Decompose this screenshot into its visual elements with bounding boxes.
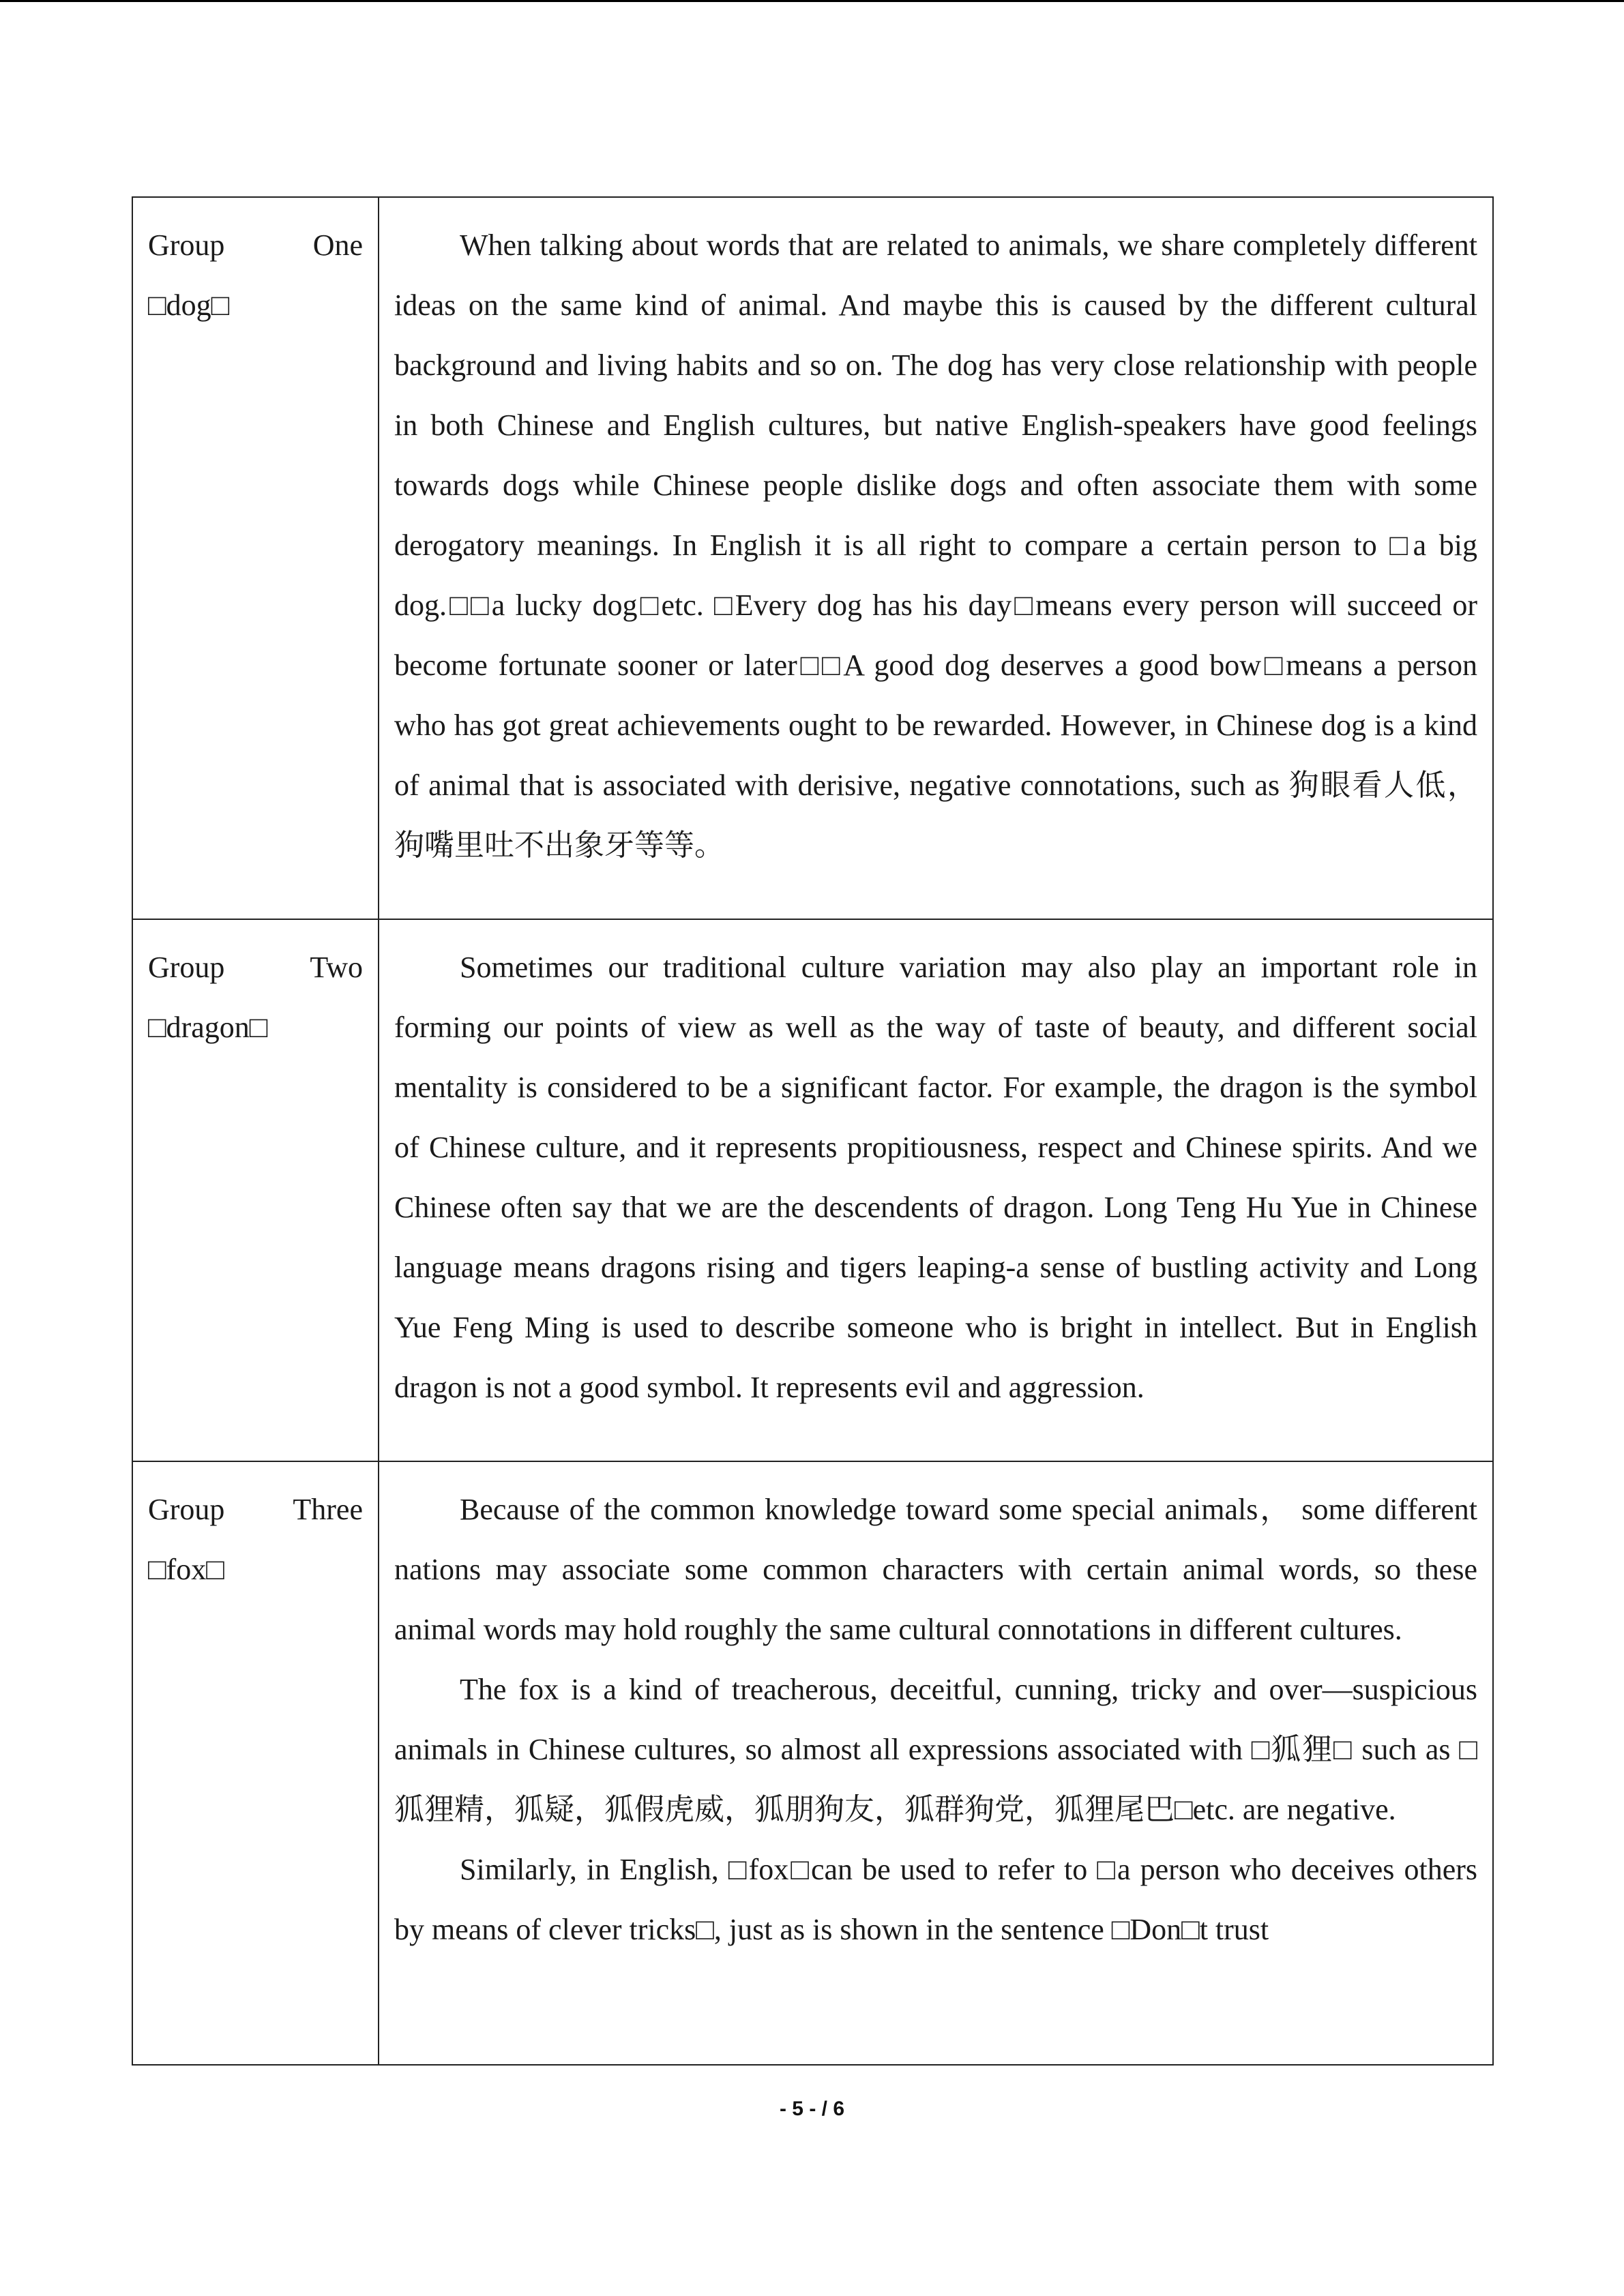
table-row-group-three	[132, 1461, 1493, 2065]
group-label-number: Two	[310, 951, 363, 984]
paragraph: Sometimes our traditional culture variation may also play an important role in forming our points of view as well as the way of taste of beauty, and different social mentality is considered to be a significant factor. For example, the dragon is the symbol of Chinese culture, and it represents propitiousness, respect and Chinese spirits. And we Chinese often say that we are the descendents of dragon. Long Teng Hu Yue in Chinese language means dragons rising and tigers leaping-a sense of bustling activity and Long Yue Feng Ming is used to describe someone who is bright in intellect. But in English dragon is not a good symbol. It represents evil and aggression.	[394, 951, 1477, 1404]
paragraph: Similarly, in English, □fox□can be used to refer to □a person who deceives others by means of clever tricks□, just as is shown in the sentence □Don□t trust	[394, 1853, 1477, 1946]
group-label-cell	[132, 919, 379, 1461]
group-label-number: One	[312, 228, 363, 262]
table-row-group-one	[132, 197, 1493, 919]
group-label-cell	[132, 197, 379, 919]
group-text-cell	[379, 197, 1493, 919]
group-label-number: Three	[293, 1493, 363, 1526]
table-row-group-two	[132, 919, 1493, 1461]
group-text-cell	[379, 919, 1493, 1461]
group-label-animal: □dragon□	[148, 1011, 268, 1044]
group-text-cell	[379, 1461, 1493, 2065]
group-label-word: Group	[148, 951, 225, 984]
group-label-animal: □fox□	[148, 1553, 224, 1586]
page-number: - 5 - / 6	[779, 2098, 845, 2120]
paragraph: Because of the common knowledge toward some special animals， some different nations may associate some common characters with certain animal words, so these animal words may hold roughly the same cultural connotations in different cultures.	[394, 1493, 1477, 1646]
group-label-word: Group	[148, 1493, 225, 1526]
paragraph: The fox is a kind of treacherous, deceitful, cunning, tricky and over—suspicious animals in Chinese cultures, so almost all expressions associated with □狐狸□ such as □狐狸精，狐疑，狐假虎威，狐朋狗友，狐群狗党，狐狸尾巴□etc. are negative.	[394, 1673, 1477, 1826]
group-label-word: Group	[148, 228, 225, 262]
paragraph: When talking about words that are related to animals, we share completely different ideas on the same kind of animal. And maybe this is caused by the different cultural background and living habits and so on. The dog has very close relationship with people in both Chinese and English cultures, but native English-speakers have good feelings towards dogs while Chinese people dislike dogs and often associate them with some derogatory meanings. In English it is all right to compare a certain person to □a big dog.□□a lucky dog□etc. □Every dog has his day□means every person will succeed or become fortunate sooner or later□□A good dog deserves a good bow□means a person who has got great achievements ought to be rewarded. However, in Chinese dog is a kind of animal that is associated with derisive, negative connotations, such as 狗眼看人低，狗嘴里吐不出象牙等等。	[394, 228, 1477, 862]
group-label-animal: □dog□	[148, 288, 230, 322]
comparison-table	[132, 196, 1494, 2066]
page-top-rule	[0, 0, 1624, 2]
group-label-cell	[132, 1461, 379, 2065]
